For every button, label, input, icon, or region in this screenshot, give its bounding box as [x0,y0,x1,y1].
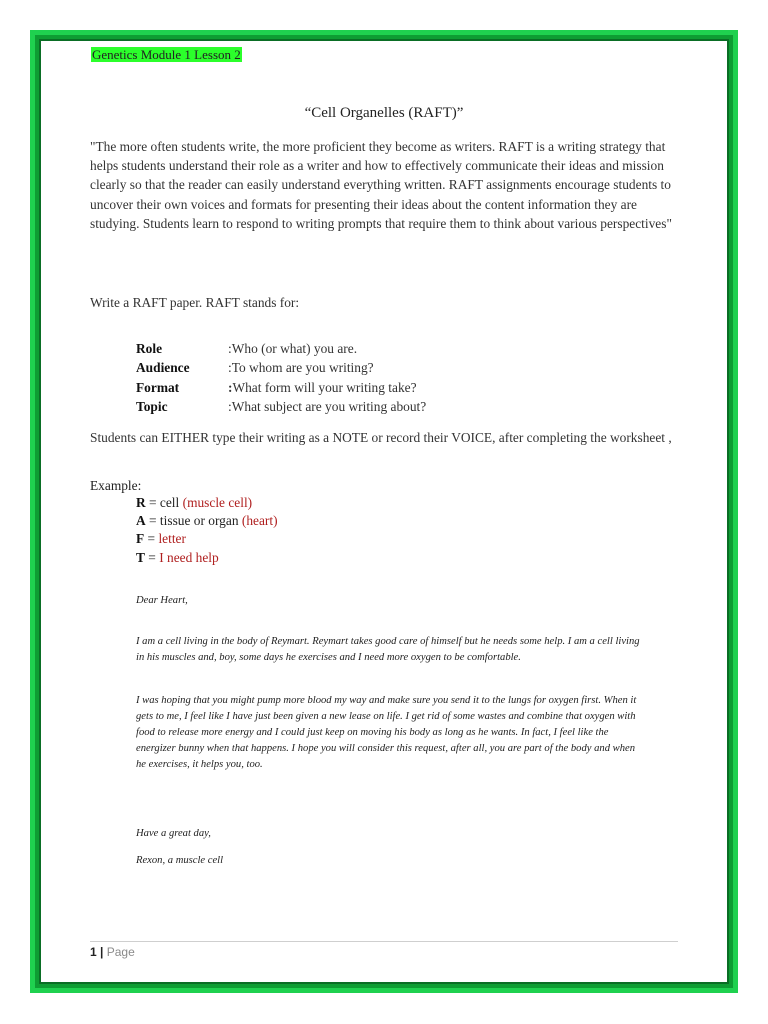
raft-term: Role [136,341,163,356]
example-eq: = cell [145,495,183,510]
raft-definition: What subject are you writing about? [231,399,427,415]
page-number: 1 | [90,945,104,959]
raft-row-topic [136,397,426,416]
footer-divider [90,941,678,942]
raft-term: Format [136,379,180,395]
raft-colon: : [228,399,232,415]
example-value: letter [158,531,186,547]
raft-definition: What form will your writing take? [232,379,417,395]
raft-intro: Write a RAFT paper. RAFT stands for: [90,295,300,310]
instructions-paragraph: Students can EITHER type their writing as a NOTE or record their VOICE, after completing the worksheet , [90,430,672,445]
raft-colon: : [228,360,232,376]
example-letter: A [136,513,146,529]
example-letter: F [136,531,145,547]
letter-signature: Rexon, a muscle cell [136,855,224,866]
letter-salutation: Dear Heart, [136,595,188,606]
example-value: (muscle cell) [182,495,253,510]
raft-row-format [136,378,426,397]
document-page [41,41,727,982]
example-eq: = tissue or organ [145,513,242,529]
letter-paragraph-2: I was hoping that you might pump more blood my way and make sure you send it to the lungs for oxygen first. When it gets to me, I feel like I have just been given a new lease on life. I get rid of some wastes and combine that oxygen with food to release more energy and I could just keep on moving his body as long as he wants. In fact, I feel like the energizer bunny when that happens. I hope you will consider this request, after all, you are part of the body and when he exercises, it helps you, too. [136,695,637,770]
example-label: Example: [90,478,142,493]
raft-term: Topic [136,399,168,415]
raft-row-role [136,339,426,358]
page-footer [90,945,135,959]
raft-term: Audience [136,360,190,376]
letter-closing: Have a great day, [136,828,211,839]
document-title: “Cell Organelles (RAFT)” [304,105,464,121]
example-list [136,494,278,567]
example-value: (heart) [241,513,278,529]
example-eq: = [144,549,160,565]
example-item [136,549,278,567]
example-value: I need help [159,549,219,565]
raft-colon: : [228,379,233,395]
page-word: Page [106,945,135,959]
raft-definition-list [136,339,426,417]
raft-row-audience [136,358,426,377]
intro-paragraph: "The more often students write, the more proficient they become as writers. RAFT is a writing strategy that helps students understand their role as a writer and how to effectively communicate their ideas and mission clearly so that the reader can easily understand everything written. RAFT assignments encourage students to uncover their own voices and formats for presenting their ideas about the content information they are studying. Students learn to respond to writing prompts that require them to think about various perspectives" [90,139,672,231]
example-letter: R [136,495,146,510]
raft-definition: To whom are you writing? [231,360,374,376]
example-item [136,494,278,512]
raft-definition: Who (or what) you are. [231,341,358,356]
example-letter: T [136,549,145,565]
letter-paragraph-1: I am a cell living in the body of Reymart. Reymart takes good care of himself but he needs some help. I am a cell living in his muscles and, boy, some days he exercises and I need more oxygen to be comfortable. [136,636,640,663]
example-item [136,530,278,548]
raft-colon: : [228,341,232,356]
header-tag: Genetics Module 1 Lesson 2 [92,47,241,62]
example-item [136,512,278,530]
example-eq: = [144,531,159,547]
